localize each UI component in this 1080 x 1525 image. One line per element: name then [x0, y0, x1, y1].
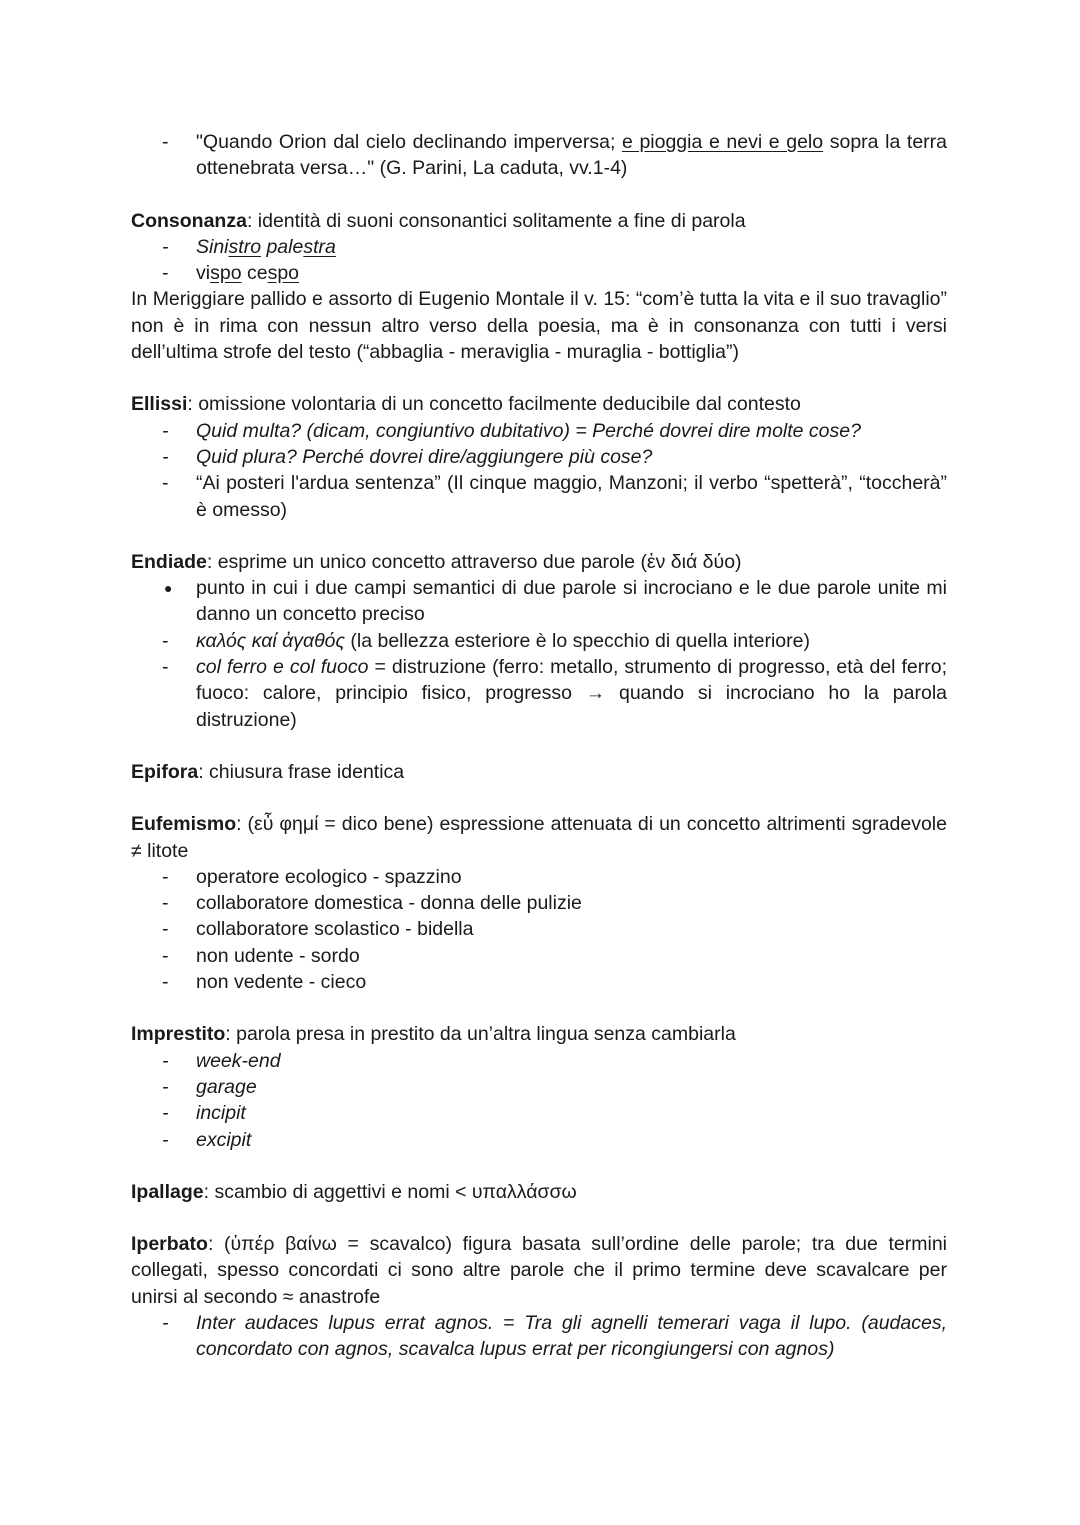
- list-item: - col ferro e col fuoco = distruzione (ferro: metallo, strumento di progresso, età del ferro; fuoco: calore, principio fisico, progresso → quando si incrociano ho la parola distruzione): [131, 654, 947, 733]
- epifora-heading: Epifora: chiusura frase identica: [131, 760, 405, 783]
- list-item: - Quid plura? Perché dovrei dire/aggiungere più cose?: [131, 444, 947, 470]
- ellissi-examples: [131, 418, 947, 523]
- list-item: - non vedente - cieco: [131, 969, 947, 995]
- consonanza-examples: [131, 234, 947, 287]
- consonanza-heading: Consonanza: identità di suoni consonantici solitamente a fine di parola: [131, 209, 746, 232]
- imprestito-examples: [131, 1048, 947, 1153]
- term-iperbato: Iperbato: [131, 1233, 208, 1256]
- term-consonanza: Consonanza: [131, 209, 247, 232]
- ipallage-heading: Ipallage: scambio di aggettivi e nomi < υπαλλάσσω: [131, 1180, 577, 1203]
- list-item: - Quid multa? (dicam, congiuntivo dubitativo) = Perché dovrei dire molte cose?: [131, 418, 947, 444]
- list-item: - Inter audaces lupus errat agnos. = Tra gli agnelli temerari vaga il lupo. (audaces, concordato con agnos, scavalca lupus errat per ricongiungersi con agnos): [131, 1310, 947, 1363]
- term-ellissi: Ellissi: [131, 393, 188, 416]
- consonanza-note: In Meriggiare pallido e assorto di Eugenio Montale il v. 15: “com’è tutta la vita e il suo travaglio” non è in rima con nessun altro verso della poesia, ma è in consonanza con tutti i versi dell’ultima strofe del testo (“abbaglia - meraviglia - muraglia - bottiglia”): [131, 288, 947, 364]
- term-imprestito: Imprestito: [131, 1023, 226, 1046]
- iperbato-heading: Iperbato: (ὑπέρ βαίνω = scavalco) figura basata sull’ordine delle parole; tra due termini collegati, spesso concordati ci sono altre parole che il primo termine deve scavalcare per unirsi al secondo ≈ anastrofe: [131, 1233, 947, 1308]
- iperbato-examples: [131, 1310, 947, 1363]
- list-item: - “Ai posteri l'ardua sentenza” (Il cinque maggio, Manzoni; il verbo “spetterà”, “toccherà” è omesso): [131, 470, 947, 523]
- list-item: - collaboratore scolastico - bidella: [131, 916, 947, 942]
- list-item: - Sinistro palestra: [131, 234, 947, 260]
- underlined-phrase: e pioggia e nevi e gelo: [621, 131, 824, 153]
- list-item: - operatore ecologico - spazzino: [131, 864, 947, 890]
- term-ipallage: Ipallage: [131, 1180, 204, 1203]
- list-item: - garage: [131, 1074, 947, 1100]
- imprestito-heading: Imprestito: parola presa in prestito da un’altra lingua senza cambiarla: [131, 1023, 736, 1046]
- term-eufemismo: Eufemismo: [131, 813, 237, 836]
- endiade-heading: Endiade: esprime un unico concetto attraverso due parole (ἐν διά δύο): [131, 550, 742, 573]
- term-endiade: Endiade: [131, 550, 207, 573]
- ellissi-heading: Ellissi: omissione volontaria di un concetto facilmente deducibile dal contesto: [131, 393, 801, 416]
- eufemismo-heading: Eufemismo: (εὖ φημί = dico bene) espressione attenuata di un concetto altrimenti sgradevole ≠ litote: [131, 813, 947, 862]
- list-item: - incipit: [131, 1100, 947, 1126]
- term-epifora: Epifora: [131, 760, 199, 783]
- top-list: [131, 129, 947, 182]
- list-item: - "Quando Orion dal cielo declinando imperversa; e pioggia e nevi e gelo sopra la terra ottenebrata versa…" (G. Parini, La caduta, vv.1-4): [131, 129, 947, 182]
- list-item: - collaboratore domestica - donna delle pulizie: [131, 890, 947, 916]
- endiade-examples: [131, 575, 947, 733]
- list-item: - non udente - sordo: [131, 943, 947, 969]
- document-content: [131, 129, 947, 1363]
- list-item: - excipit: [131, 1127, 947, 1153]
- eufemismo-examples: [131, 864, 947, 995]
- list-item: - καλός καί ἀγαθός (la bellezza esteriore è lo specchio di quella interiore): [131, 628, 947, 654]
- list-item: - week-end: [131, 1048, 947, 1074]
- list-item: - vispo cespo: [131, 260, 947, 286]
- list-item: ● punto in cui i due campi semantici di due parole si incrociano e le due parole unite mi danno un concetto preciso: [131, 575, 947, 628]
